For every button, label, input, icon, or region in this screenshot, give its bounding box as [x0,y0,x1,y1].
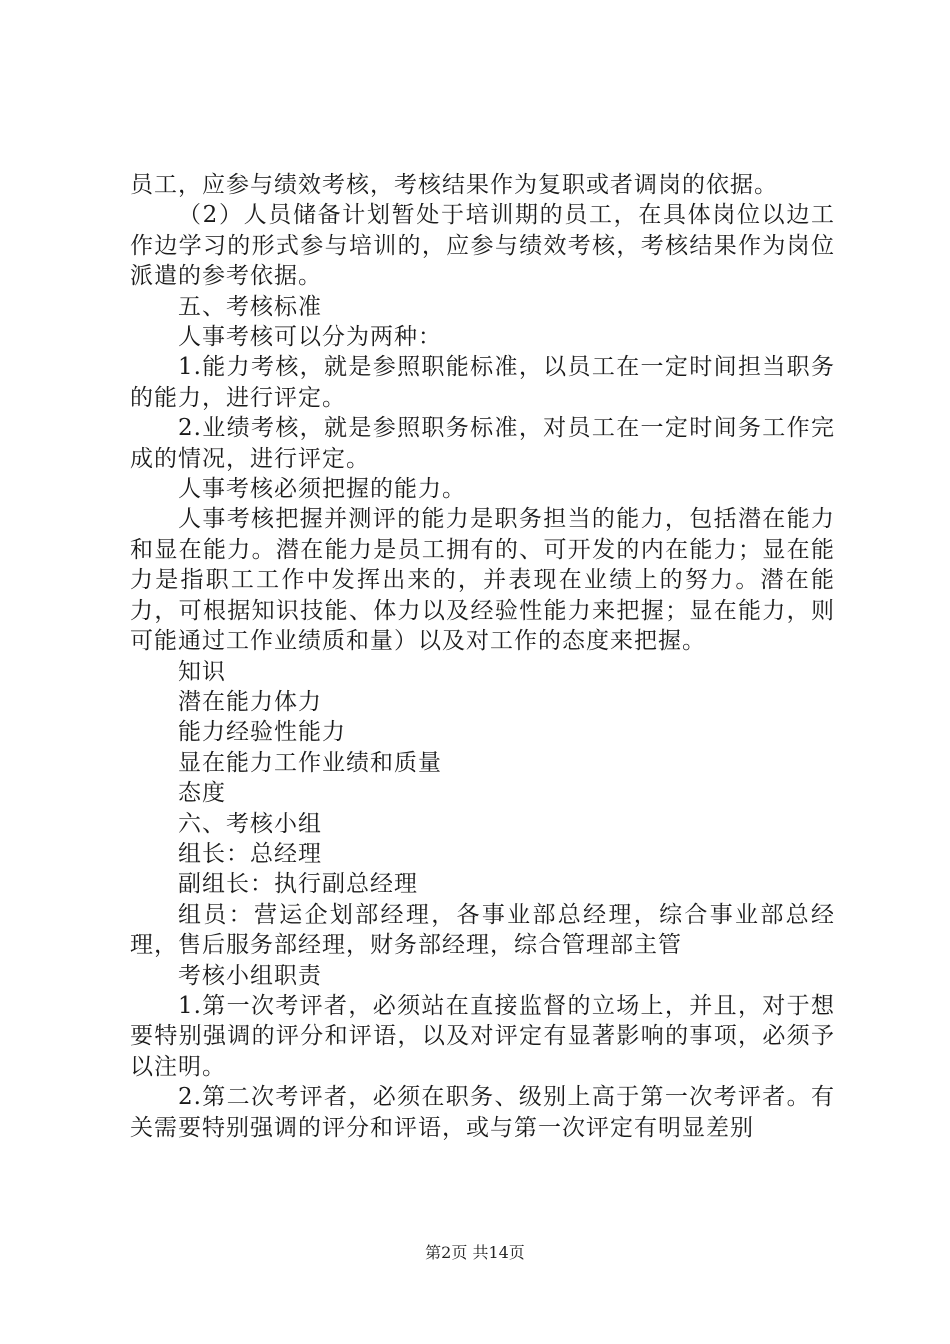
section-heading-group: 六、考核小组 [178,810,322,837]
paragraph-6: 人事考核必须把握的能力。 [178,476,466,503]
paragraph-9: 潜在能力体力 [178,688,322,715]
paragraph-18: 1.第一次考评者，必须站在直接监督的立场上，并且，对于想要特别强调的评分和评语，以及对评定有显著影响的事项，必须予以注明。 [130,992,835,1080]
paragraph-3: 人事考核可以分为两种： [178,324,442,351]
document-body [130,170,835,1143]
paragraph-12: 态度 [178,780,226,807]
paragraph-5: 2.业绩考核，就是参照职务标准，对员工在一定时间务工作完成的情况，进行评定。 [130,415,835,472]
paragraph-0: 员工，应参与绩效考核，考核结果作为复职或者调岗的依据。 [130,172,778,198]
paragraph-7: 人事考核把握并测评的能力是职务担当的能力，包括潜在能力和显在能力。潜在能力是员工拥有的、可开发的内在能力；显在能力是指职工工作中发挥出来的，并表现在业绩上的努力。潜在能力，可根据知识技能、体力以及经验性能力来把握；显在能力，则可能通过工作业绩质和量）以及对工作的态度来把握。 [130,506,835,655]
paragraph-1: （2）人员储备计划暂处于培训期的员工，在具体岗位以边工作边学习的形式参与培训的，应参与绩效考核，考核结果作为岗位派遣的参考依据。 [130,202,835,290]
paragraph-4: 1.能力考核，就是参照职能标准，以员工在一定时间担当职务的能力，进行评定。 [130,354,835,411]
paragraph-14: 组长：总经理 [178,840,322,867]
paragraph-19: 2.第二次考评者，必须在职务、级别上高于第一次考评者。有关需要特别强调的评分和评语，或与第一次评定有明显差别 [130,1084,835,1141]
paragraph-16: 组员：营运企划部经理，各事业部总经理，综合事业部总经理，售后服务部经理，财务部经理，综合管理部主管 [130,901,835,959]
paragraph-10: 能力经验性能力 [178,719,346,746]
page-number-footer: 第2页 共14页 [425,1243,525,1262]
paragraph-17: 考核小组职责 [178,962,322,989]
paragraph-15: 副组长：执行副总经理 [178,871,418,898]
section-heading-standards: 五、考核标准 [178,293,322,320]
paragraph-8: 知识 [178,658,226,685]
paragraph-11: 显在能力工作业绩和质量 [178,749,442,776]
